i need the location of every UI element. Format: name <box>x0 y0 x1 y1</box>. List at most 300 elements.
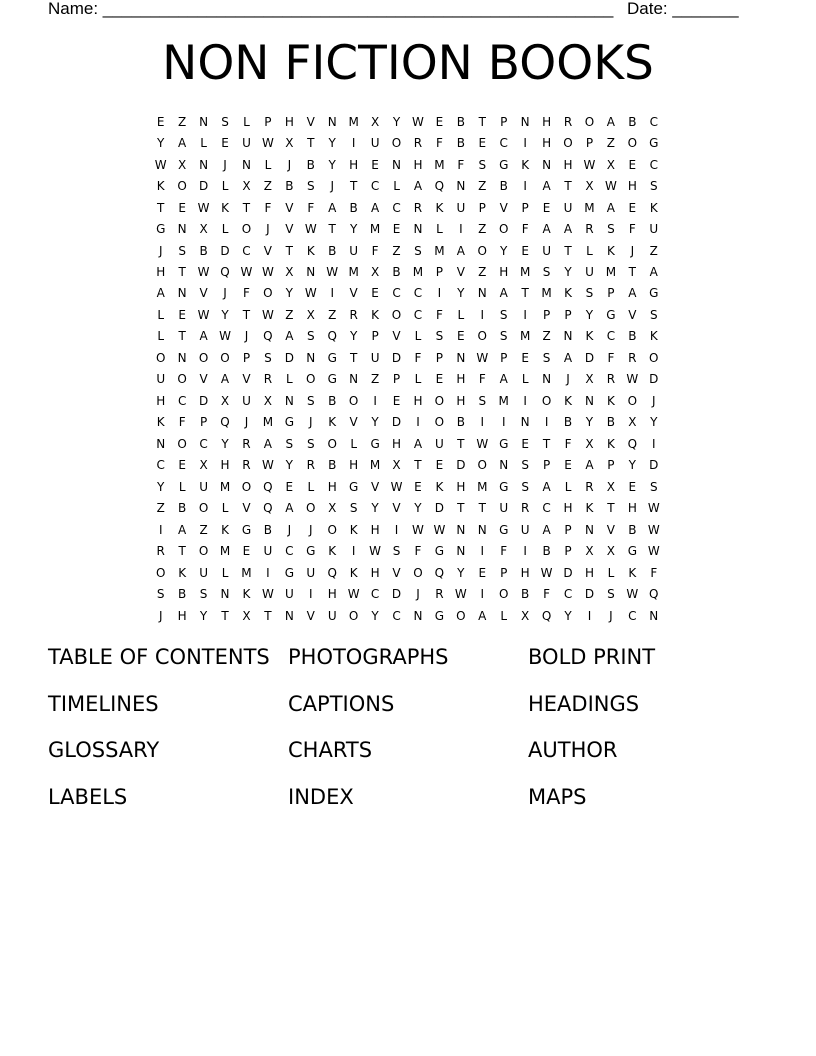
grid-letter: W <box>261 307 274 322</box>
grid-letter: X <box>585 179 594 194</box>
grid-letter: A <box>499 286 508 301</box>
grid-letter: Y <box>371 608 379 623</box>
grid-letter: K <box>349 565 358 580</box>
grid-letter: E <box>478 565 487 580</box>
grid-letter: F <box>307 200 315 215</box>
grid-letter: F <box>264 200 272 215</box>
grid-letter: I <box>523 179 527 194</box>
grid-letter: K <box>371 307 380 322</box>
grid-letter: Z <box>606 136 616 151</box>
grid-letter: R <box>585 222 594 237</box>
grid-letter: H <box>542 114 552 129</box>
grid-letter: I <box>544 415 549 430</box>
grid-letter: J <box>266 222 270 237</box>
grid-letter: U <box>649 222 659 237</box>
grid-letter: J <box>630 243 635 258</box>
grid-letter: E <box>371 157 379 172</box>
grid-letter: E <box>371 286 379 301</box>
grid-letter: B <box>328 393 337 408</box>
grid-letter: R <box>242 436 251 451</box>
grid-letter: N <box>284 393 294 408</box>
grid-letter: B <box>628 522 637 537</box>
grid-letter: E <box>457 329 465 344</box>
grid-letter: K <box>564 393 572 408</box>
grid-letter: J <box>223 157 227 172</box>
grid-letter: S <box>607 587 615 602</box>
grid-letter: N <box>284 608 294 623</box>
grid-letter: A <box>585 458 594 473</box>
grid-letter: U <box>263 544 273 559</box>
grid-letter: W <box>261 458 274 473</box>
grid-letter: A <box>370 200 380 215</box>
grid-letter: Z <box>392 243 401 258</box>
grid-letter: V <box>199 372 208 387</box>
grid-letter: Y <box>221 436 229 451</box>
grid-letter: P <box>607 458 615 473</box>
word-bank-item: CHARTS <box>288 738 373 763</box>
grid-letter: B <box>456 114 465 129</box>
grid-letter: M <box>369 458 381 473</box>
grid-letter: O <box>627 393 638 408</box>
grid-letter: F <box>543 587 551 602</box>
grid-letter: A <box>499 372 508 387</box>
grid-letter: S <box>285 436 294 451</box>
grid-letter: S <box>349 501 358 516</box>
grid-letter: S <box>499 329 508 344</box>
grid-letter: L <box>221 179 229 194</box>
grid-row <box>150 583 665 604</box>
grid-letter: O <box>391 307 402 322</box>
grid-letter: C <box>156 458 165 473</box>
grid-letter: W <box>412 114 424 129</box>
grid-letter: T <box>285 243 294 258</box>
grid-letter: N <box>477 522 487 537</box>
grid-letter: M <box>219 544 231 559</box>
grid-letter: L <box>521 372 529 387</box>
grid-letter: O <box>584 114 595 129</box>
grid-letter: I <box>351 136 356 151</box>
grid-letter: G <box>349 479 359 494</box>
grid-letter: Y <box>328 136 336 151</box>
grid-letter: Q <box>541 608 552 623</box>
grid-letter: M <box>605 265 617 280</box>
grid-letter: F <box>243 286 250 301</box>
grid-letter: O <box>477 458 487 473</box>
grid-letter: A <box>456 243 465 258</box>
grid-letter: V <box>392 565 401 580</box>
grid-letter: S <box>649 307 658 322</box>
grid-letter: V <box>242 372 251 387</box>
grid-letter: L <box>414 329 422 344</box>
grid-letter: K <box>628 565 637 580</box>
grid-letter: A <box>542 479 551 494</box>
grid-row <box>150 283 665 304</box>
grid-letter: C <box>392 200 401 215</box>
grid-row <box>150 132 665 153</box>
grid-letter: O <box>541 393 552 408</box>
grid-letter: O <box>177 372 187 387</box>
grid-letter: G <box>241 522 252 537</box>
grid-letter: E <box>435 114 444 129</box>
grid-letter: C <box>285 544 294 559</box>
grid-letter: A <box>413 436 423 451</box>
grid-letter: Y <box>349 329 358 344</box>
grid-letter: W <box>197 307 210 322</box>
grid-letter: E <box>435 458 444 473</box>
grid-letter: M <box>434 157 445 172</box>
grid-letter: B <box>521 587 530 602</box>
grid-letter: E <box>564 458 572 473</box>
grid-letter: K <box>242 587 251 602</box>
grid-letter: Q <box>434 179 445 194</box>
grid-letter: R <box>349 307 358 322</box>
word-bank <box>48 641 768 828</box>
grid-letter: I <box>501 415 506 430</box>
grid-letter: R <box>435 587 444 602</box>
grid-letter: M <box>498 393 509 408</box>
grid-letter: X <box>306 307 315 322</box>
grid-letter: W <box>647 522 660 537</box>
grid-letter: V <box>370 479 380 494</box>
grid-letter: A <box>542 222 551 237</box>
grid-letter: E <box>178 200 186 215</box>
grid-letter: B <box>306 157 315 172</box>
grid-letter: O <box>434 415 445 430</box>
grid-letter: H <box>370 565 380 580</box>
grid-letter: K <box>221 200 229 215</box>
grid-letter: P <box>500 350 508 365</box>
grid-letter: P <box>585 136 594 151</box>
grid-letter: Y <box>564 608 572 623</box>
grid-letter: Z <box>478 265 487 280</box>
grid-letter: H <box>156 393 166 408</box>
grid-letter: U <box>542 243 551 258</box>
grid-letter: T <box>264 608 272 623</box>
word-bank-item: GLOSSARY <box>48 738 160 763</box>
grid-letter: X <box>220 393 230 408</box>
grid-letter: S <box>306 329 315 344</box>
grid-letter: X <box>585 544 594 559</box>
grid-letter: C <box>370 179 380 194</box>
grid-letter: D <box>391 415 402 430</box>
grid-letter: W <box>197 200 210 215</box>
word-bank-item: PHOTOGRAPHS <box>288 645 449 669</box>
grid-letter: U <box>520 522 530 537</box>
word-bank-item: TIMELINES <box>48 691 159 716</box>
grid-letter: D <box>434 501 445 516</box>
grid-letter: G <box>649 286 659 301</box>
grid-letter: O <box>177 436 187 451</box>
grid-letter: V <box>628 307 637 322</box>
grid-letter: M <box>541 286 552 301</box>
grid-letter: U <box>585 265 594 280</box>
grid-letter: O <box>348 393 359 408</box>
grid-letter: Q <box>220 265 230 280</box>
grid-letter: N <box>520 114 530 129</box>
grid-letter: G <box>499 157 509 172</box>
grid-letter: W <box>583 157 596 172</box>
grid-letter: U <box>456 200 466 215</box>
word-bank-item: TABLE OF CONTENTS <box>48 645 270 669</box>
grid-letter: N <box>220 587 230 602</box>
grid-letter: B <box>499 179 508 194</box>
grid-letter: X <box>285 265 294 280</box>
grid-letter: B <box>628 329 637 344</box>
grid-letter: A <box>220 372 230 387</box>
grid-letter: X <box>242 608 251 623</box>
grid-row <box>150 433 665 454</box>
grid-letter: Y <box>585 415 594 430</box>
grid-letter: C <box>563 587 573 602</box>
grid-letter: S <box>414 243 422 258</box>
grid-letter: B <box>328 243 337 258</box>
grid-letter: S <box>199 587 208 602</box>
grid-letter: J <box>309 415 313 430</box>
name-field: Name: ______________________________________________________ <box>48 0 614 18</box>
grid-letter: K <box>178 565 187 580</box>
grid-letter: Q <box>434 565 445 580</box>
grid-letter: W <box>154 157 167 172</box>
grid-letter: A <box>328 200 337 215</box>
grid-letter: Q <box>263 501 273 516</box>
grid-letter: F <box>435 136 443 151</box>
grid-letter: N <box>456 544 466 559</box>
grid-letter: F <box>435 307 443 322</box>
grid-letter: F <box>650 565 658 580</box>
grid-letter: T <box>564 179 572 194</box>
grid-letter: N <box>392 157 402 172</box>
grid-letter: I <box>158 522 163 537</box>
grid-row <box>150 540 665 561</box>
grid-letter: S <box>306 179 315 194</box>
grid-letter: I <box>587 608 592 623</box>
grid-row <box>150 605 665 626</box>
grid-letter: H <box>627 501 637 516</box>
grid-letter: N <box>306 265 316 280</box>
grid-letter: E <box>478 136 487 151</box>
grid-letter: B <box>606 415 616 430</box>
grid-letter: N <box>349 372 359 387</box>
grid-letter: O <box>306 501 316 516</box>
word-bank-item: BOLD PRINT <box>528 645 656 669</box>
grid-letter: V <box>606 522 616 537</box>
grid-letter: I <box>523 393 527 408</box>
grid-letter: G <box>284 415 294 430</box>
grid-letter: G <box>434 544 445 559</box>
grid-letter: T <box>349 350 358 365</box>
grid-letter: P <box>564 522 572 537</box>
grid-letter: Q <box>327 565 337 580</box>
grid-letter: P <box>435 265 444 280</box>
grid-letter: D <box>456 458 466 473</box>
grid-letter: Z <box>199 522 208 537</box>
grid-letter: K <box>435 200 444 215</box>
grid-letter: Q <box>649 587 659 602</box>
grid-letter: D <box>220 243 230 258</box>
grid-letter: V <box>306 608 315 623</box>
grid-letter: O <box>456 608 466 623</box>
grid-letter: R <box>628 350 637 365</box>
grid-letter: X <box>585 372 594 387</box>
grid-row <box>150 218 665 239</box>
word-bank-item: HEADINGS <box>528 691 640 716</box>
grid-letter: W <box>304 222 317 237</box>
grid-letter: X <box>628 415 637 430</box>
grid-letter: J <box>244 415 249 430</box>
grid-letter: E <box>392 222 401 237</box>
grid-letter: I <box>480 544 485 559</box>
grid-letter: L <box>178 479 186 494</box>
grid-letter: D <box>649 458 659 473</box>
grid-letter: H <box>349 157 359 172</box>
grid-letter: U <box>242 393 251 408</box>
grid-letter: G <box>306 544 316 559</box>
grid-letter: S <box>478 157 487 172</box>
grid-letter: T <box>157 200 165 215</box>
grid-letter: T <box>542 436 551 451</box>
grid-letter: J <box>309 522 313 537</box>
grid-letter: A <box>285 329 294 344</box>
grid-letter: W <box>197 265 210 280</box>
grid-letter: M <box>262 415 274 430</box>
grid-letter: S <box>649 479 658 494</box>
grid-letter: J <box>609 608 613 623</box>
grid-letter: N <box>199 114 209 129</box>
grid-letter: J <box>158 243 163 258</box>
grid-letter: Q <box>327 329 337 344</box>
grid-letter: W <box>604 179 617 194</box>
grid-letter: Y <box>371 415 379 430</box>
grid-letter: X <box>585 436 594 451</box>
grid-letter: C <box>628 608 637 623</box>
word-bank-item: INDEX <box>288 785 354 810</box>
grid-letter: Z <box>478 179 487 194</box>
grid-letter: R <box>606 372 616 387</box>
grid-letter: D <box>584 350 595 365</box>
grid-letter: S <box>521 479 529 494</box>
grid-letter: Y <box>328 157 336 172</box>
grid-letter: O <box>241 479 252 494</box>
page-title: NON FICTION BOOKS <box>162 36 654 91</box>
grid-row <box>150 197 665 218</box>
grid-letter: E <box>242 544 251 559</box>
grid-letter: B <box>542 544 551 559</box>
grid-letter: T <box>221 608 229 623</box>
grid-letter: W <box>261 587 274 602</box>
grid-letter: T <box>307 136 315 151</box>
grid-letter: N <box>177 222 187 237</box>
grid-letter: B <box>563 415 573 430</box>
grid-letter: P <box>264 114 272 129</box>
grid-letter: K <box>649 200 658 215</box>
grid-letter: G <box>156 222 166 237</box>
grid-letter: P <box>478 200 486 215</box>
grid-letter: S <box>306 436 315 451</box>
grid-letter: R <box>413 136 423 151</box>
grid-letter: W <box>347 587 360 602</box>
grid-letter: H <box>156 265 166 280</box>
grid-letter: B <box>178 501 187 516</box>
grid-letter: G <box>434 608 445 623</box>
grid-letter: C <box>392 286 401 301</box>
grid-letter: O <box>327 436 337 451</box>
grid-letter: O <box>477 329 487 344</box>
grid-letter: W <box>304 286 317 301</box>
grid-letter: A <box>563 350 573 365</box>
grid-letter: M <box>219 479 231 494</box>
grid-letter: C <box>177 393 187 408</box>
grid-letter: K <box>328 544 337 559</box>
grid-letter: P <box>607 286 615 301</box>
grid-letter: O <box>198 501 209 516</box>
grid-letter: P <box>521 200 529 215</box>
grid-letter: S <box>585 286 594 301</box>
grid-letter: K <box>521 157 530 172</box>
grid-letter: M <box>519 265 531 280</box>
grid-letter: N <box>520 415 530 430</box>
grid-letter: P <box>199 415 208 430</box>
grid-letter: V <box>242 501 251 516</box>
grid-letter: B <box>349 200 358 215</box>
grid-letter: W <box>412 522 424 537</box>
grid-letter: X <box>242 179 251 194</box>
grid-letter: A <box>413 179 423 194</box>
grid-letter: U <box>327 608 337 623</box>
grid-letter: F <box>371 243 379 258</box>
grid-letter: C <box>542 501 551 516</box>
grid-letter: T <box>242 200 251 215</box>
grid-letter: A <box>478 608 487 623</box>
grid-letter: G <box>284 565 294 580</box>
grid-letter: P <box>542 458 551 473</box>
grid-letter: U <box>563 200 573 215</box>
grid-letter: M <box>412 265 424 280</box>
grid-letter: H <box>327 587 337 602</box>
grid-letter: P <box>500 565 508 580</box>
grid-letter: H <box>499 265 509 280</box>
grid-letter: V <box>392 501 401 516</box>
grid-letter: T <box>564 243 572 258</box>
grid-letter: W <box>454 587 467 602</box>
grid-letter: I <box>373 393 377 408</box>
grid-row <box>150 497 665 518</box>
grid-letter: W <box>476 350 489 365</box>
grid-letter: L <box>264 157 272 172</box>
word-bank-item: CAPTIONS <box>288 691 395 716</box>
grid-letter: A <box>156 286 165 301</box>
grid-letter: E <box>521 350 529 365</box>
grid-letter: E <box>521 243 529 258</box>
grid-letter: N <box>563 329 573 344</box>
grid-letter: A <box>263 436 273 451</box>
grid-letter: N <box>413 222 423 237</box>
grid-letter: P <box>500 114 508 129</box>
grid-letter: P <box>435 350 444 365</box>
grid-letter: N <box>649 608 659 623</box>
grid-letter: N <box>156 436 166 451</box>
grid-letter: S <box>649 179 658 194</box>
grid-letter: Z <box>649 243 658 258</box>
grid-letter: N <box>177 286 187 301</box>
grid-letter: P <box>371 329 379 344</box>
grid-letter: F <box>178 415 186 430</box>
grid-letter: C <box>649 157 658 172</box>
grid-letter: D <box>584 587 595 602</box>
grid-letter: I <box>480 415 485 430</box>
grid-letter: O <box>627 136 638 151</box>
grid-letter: H <box>520 565 530 580</box>
grid-letter: L <box>200 136 207 151</box>
